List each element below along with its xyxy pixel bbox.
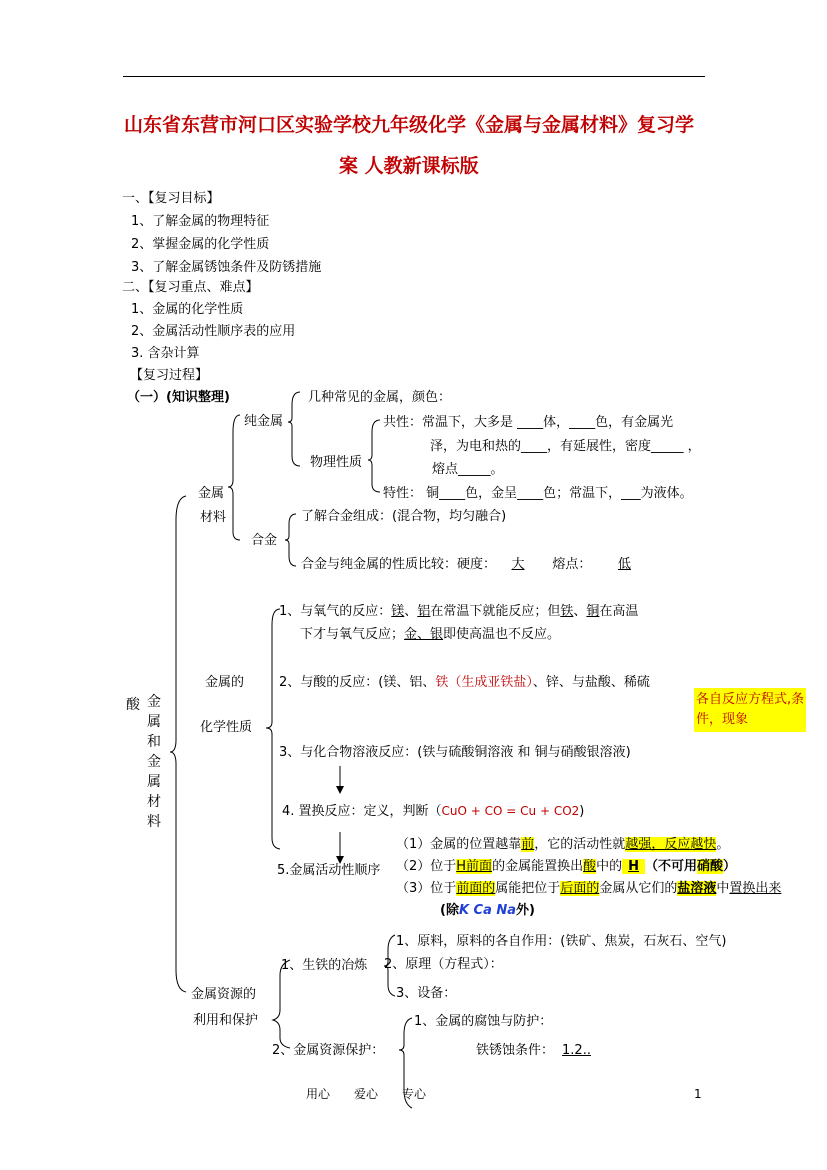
alloy-compare-text: 合金与纯金属的性质比较：硬度： [301,557,497,572]
rule-text: （不可用 [645,859,698,874]
physical-property-label: 物理性质 [310,455,363,470]
activity-rule-1 [396,838,729,851]
oxygen-reaction-line [279,605,638,618]
goal-item: 1、了解金属的物理特征 [131,214,270,229]
metal-al: 铝 [417,604,431,619]
part-one-label: （一）(知识整理) [127,390,230,405]
chemical-property-label: 化学性质 [200,720,253,735]
resources-label: 利用和保护 [193,1013,259,1028]
resource-protection-label: 2、金属资源保护： [272,1043,385,1058]
rust-label: 铁锈蚀条件： [476,1043,555,1058]
page-number: 1 [694,1087,702,1101]
chemical-property-label: 金属的 [205,675,245,690]
rule-keyword: 越强，反应越快 [625,837,717,852]
rule-keyword: H前面 [456,859,493,874]
rule-keyword: 酸 [583,859,597,874]
sep: 、 [573,604,587,619]
goal-item: 2、掌握金属的化学性质 [131,237,270,252]
rust-answer: 1.2.. [562,1043,591,1058]
root-char: 金 [147,694,161,710]
exception-metals: K Ca Na [458,903,517,918]
rule-text: 的金属能置换出 [492,859,584,874]
reaction-note-box [694,688,806,732]
alloy-hardness-answer: 大 [511,557,525,572]
common-metals-colors: 几种常见的金属，颜色： [308,390,452,405]
root-char: 和 [147,734,161,750]
rule-keyword: 硝酸 [697,859,724,874]
metal-materials-label: 金属 [198,486,225,501]
oxygen-text: 下才与氧气反应； [300,627,405,642]
keypoint-item: 3. 含杂计算 [131,346,200,361]
special-property-line: 特性： 铜____色，金呈____色；常温下，___为液体。 [383,486,693,501]
oxygen-text: 1、与氧气的反应： [279,604,392,619]
rule-keyword: 前 [521,837,535,852]
oxygen-reaction-line2 [300,628,560,641]
salt-solution-reaction: 3、与化合物溶液反应：(铁与硫酸铜溶液 和 铜与硝酸银溶液) [279,745,631,760]
alloy-label: 合金 [251,533,278,548]
rule-keyword: 前面的 [456,881,496,896]
rule-text: （3）位于 [396,881,457,896]
common-property-line: 共性：常温下，大多是 ____体，____色，有金属光 [383,415,674,430]
pure-metal-label: 纯金属 [244,414,284,429]
root-vertical-title [147,692,161,832]
reaction-note-line: 件，现象 [696,712,749,727]
resources-label: 金属资源的 [191,987,257,1002]
rule-keyword: 置换出来 [729,881,782,896]
root-char: 属 [147,774,161,790]
displacement-text: 4. 置换反应：定义，判断（ [282,804,442,819]
metal-fe: 铁 [560,604,574,619]
rule-text: (除 [440,903,459,918]
root-label-acid: 酸 [126,697,140,713]
alloy-melt-label: 熔点： [552,557,592,572]
root-char: 材 [147,794,161,810]
sep: 、 [404,604,418,619]
oxygen-text: 即使高温也不反应。 [443,627,561,642]
rule-text: 金属从它们的 [599,881,678,896]
rule-text: 中 [716,881,730,896]
rule-text: （1）金属的位置越靠 [396,837,522,852]
alloy-comparison [301,558,657,571]
rule-keyword: H [622,859,645,874]
displacement-text: ) [579,804,585,819]
doc-title-line1: 山东省东营市河口区实验学校九年级化学《金属与金属材料》复习学 [124,114,695,136]
rule-text: ） [723,859,737,874]
rule-text: 属能把位于 [495,881,561,896]
root-char: 料 [147,814,161,830]
alloy-melt-answer: 低 [617,557,631,572]
oxygen-text: 在高温 [599,604,639,619]
iron-smelting-item: 3、设备： [396,986,457,1001]
acid-text: 、锌、与盐酸、稀硫 [532,675,650,690]
activity-exception [440,904,535,917]
section-heading-keypoints: 二、【复习重点、难点】 [122,280,259,295]
displacement-reaction [282,805,584,818]
rule-text: 中的 [596,859,623,874]
acid-text: 2、与酸的反应：(镁、铝、 [279,675,436,690]
metal-cu: 铜 [586,604,600,619]
keypoint-item: 2、金属活动性顺序表的应用 [131,324,296,339]
section-heading-goals: 一、【复习目标】 [122,191,220,206]
iron-smelting-label: 1、生铁的冶炼 [281,958,368,973]
metal-mg: 镁 [391,604,405,619]
acid-reaction-line [279,676,650,689]
rule-text: （2）位于 [396,859,457,874]
activity-rule-3 [396,882,781,895]
doc-title-line2: 案 人教新课标版 [339,155,479,177]
root-char: 属 [147,714,161,730]
rule-keyword: 盐溶液 [677,881,717,896]
rule-text: 。 [716,837,730,852]
goal-item: 3、了解金属锈蚀条件及防锈措施 [131,260,322,275]
common-property-line: 熔点_____。 [432,462,504,477]
metal-materials-label: 材料 [200,510,227,525]
metal-au-ag: 金、银 [404,627,444,642]
activity-series-label: 5.金属活动性顺序 [277,863,381,878]
section-heading-process: 【复习过程】 [130,368,209,383]
activity-rule-2 [396,860,736,873]
rule-text: 外) [516,903,535,918]
root-char: 金 [147,754,161,770]
corrosion-protection-item: 1、金属的腐蚀与防护： [414,1014,553,1029]
acid-iron-note: 铁（生成亚铁盐） [435,675,533,690]
oxygen-text: 在常温下就能反应；但 [430,604,561,619]
displacement-equation: CuO + CO = Cu + CO2 [441,804,580,818]
footer-motto: 用心 爱心 专心 [306,1087,427,1101]
common-property-line: 泽，为电和热的____，有延展性，密度_____ ， [430,439,701,454]
keypoint-item: 1、金属的化学性质 [131,302,244,317]
rule-keyword: 后面的 [560,881,600,896]
rust-conditions [476,1044,700,1057]
rule-text: ，它的活动性就 [534,837,626,852]
iron-smelting-item: 2、原理（方程式）： [384,957,503,972]
iron-smelting-item: 1、原料，原料的各自作用：(铁矿、焦炭，石灰石、空气) [396,934,727,949]
alloy-composition: 了解合金组成：(混合物，均匀融合) [301,509,507,524]
reaction-note-line: 各自反应方程式,条 [696,692,805,707]
